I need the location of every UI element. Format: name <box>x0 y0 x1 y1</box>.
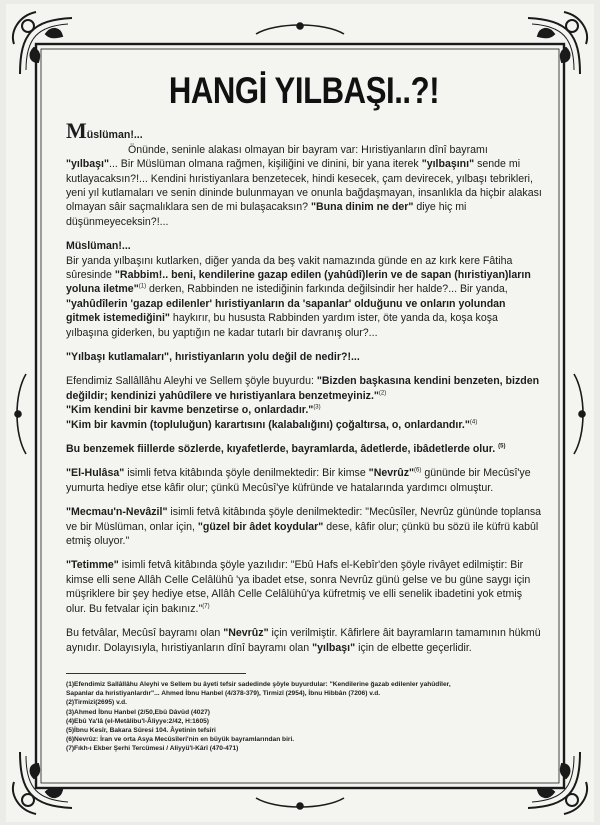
footnote-line: (2)Tirmizî(2695) v.d. <box>66 699 127 707</box>
edge-ornament-left <box>15 374 26 454</box>
footnote-ref-2: (2) <box>378 390 387 397</box>
address-muslim-2: Müslüman!... <box>66 240 131 253</box>
footnote-line: (5)İbnu Kesîr, Bakara Sûresi 104. Âyetinin tefsîri <box>66 727 216 734</box>
footnote-line: (3)Ahmed İbnu Hanbel (2/50,Ebû Dâvûd (4027) <box>66 708 210 716</box>
edge-ornament-right <box>574 374 585 454</box>
footnote-ref-3: (3) <box>313 404 321 411</box>
footnote-ref-6: (6) <box>414 467 422 474</box>
paragraph-fatiha: Müslüman!... Bir yanda yılbaşını kutlarken, diğer yanda da beş vakit namazında günde en az kırk kere Fâtiha sûresinde "Rabbim!.. beni, kendilerine gazap edilen (yahûdî)lerin ve de sapan (hıristiyan)ların yoluna iletme"$^{(1)}$ derken, Rabbinden ne istediğinin farkında değilsindir her halde?... Bir yanda, "yahûdîlerin 'gazap edilenler' hıristiyanların da 'sapanlar' olduğunu ve onların yolundan gitmek istemediğini" haykırır, bu hususta Rabbinden yardım ister, öte yanda da, koşa koşa yılbaşına giderken, bu yaptığın ne kadar tutarlı bir davranış olur?... <box>66 240 531 339</box>
footnote-line: (4)Ebû Ya'lâ (el-Metâlibu'l-Âliyye:2/42, H:1605) <box>66 717 209 725</box>
section-question: "Yılbaşı kutlamaları", hıristiyanların yolu değil de nedir?!... <box>66 351 360 363</box>
footnote-ref-4: (4) <box>469 419 478 426</box>
drop-cap: M <box>66 118 87 144</box>
paragraph-tetimme: "Tetimme" isimli fetvâ kitâbında şöyle yazılıdır: "Ebû Hafs el-Kebîr'den şöyle rivâyet edilmiştir: Bir kimse elli sene Allâh Celle Celâlühû 'ya ibadet etse, sonra Nevrûz günü gelse ve bu güne saygı için müşriklere bir şey hediye etse, Allâh Celle Celâlühû'ya küfretmiş ve elli senelik ibadetini yok etmiş olur. Bu fetvalar için bakınız."$^{(7)}$ <box>66 559 531 615</box>
footnote-line: (6)Nevrûz: İran ve orta Asya Mecûsîleri'nin en büyük bayramlarından biri. <box>66 736 295 744</box>
document-page <box>6 4 594 822</box>
paragraph-mecmau: "Mecmau'n-Nevâzil" isimli fetvâ kitâbında şöyle denilmektedir: "Mecûsîler, Nevrûz gününde toplansa ve bir Müslüman, onlar için, "güzel bir âdet koydular" dese, kâfir olur; çünkü bu sözü ile küfrü kabûl etmiş oluyor." <box>66 506 542 548</box>
footnotes <box>66 680 542 754</box>
paragraph-conclusion: Bu fetvâlar, Mecûsî bayramı olan "Nevrûz" için verilmiştir. Kâfirlere âit bayramların tamamının hükmü aynıdır. Dolayısıyla, hıristiyanların dînî bayramı olan "yılbaşı" için de elbette geçerlidir. <box>66 627 541 654</box>
paragraph-intro: Müslüman!... Önünde, seninle alakası olmayan bir bayram var: Hıristiyanların dînî bayramı "yılbaşı"... Bir Müslüman olmana rağmen, kişiliğini ve dinini, bir yana iterek "yılbaşını" sende mi kutlayacaksın?!... Kendini hıristiyanlara benzetecek, hindi kesecek, çam devirecek, yılbaşı tebrikleri, yeni yıl kutlamaları ve senin dininde bulunmayan ve onunla bağdaşmayan, insanlıkla da hiçbir alakası olmayan sâir saçmalıklara sen de mi bulaşacaksın? "Buna dinim ne der" diye hiç mi düşünmeyeceksin?!... <box>66 118 542 228</box>
footnote-ref-1: (1) <box>138 283 147 290</box>
paragraph-hulasa: "El-Hulâsa" isimli fetva kitâbında şöyle denilmektedir: Bir kimse "Nevrûz"$^{(6)}$ gününde bir Mecûsî'ye yumurta hediye etse kâfir olur; çünkü Mecûsî'ye küfründe ve hatalarında yardımcı olmuştur. <box>66 467 531 494</box>
footnote-line: (1)Efendimiz Sallâllâhu Aleyhi ve Sellem bu âyeti tefsir sadedinde şöyle buyurdular: "Kendilerine ğazab edilenler yahûdîler, <box>66 680 451 688</box>
footnote-line: Sapanlar da hıristiyanlardır"... Ahmed İbnu Hanbel (4/378-379), Tirmizî (2954), İbnu Hibbân (7206) v.d. <box>66 690 381 698</box>
footnote-line: (7)Fıkh-ı Ekber Şerhi Tercümesi / Aliyyü'l-Kârî (470-471) <box>66 745 239 753</box>
page-title: HANGİ YILBAŞI..?! <box>168 70 440 111</box>
address-muslim: üslüman!... <box>86 129 143 142</box>
section-resemblance: Bu benzemek fiillerde sözlerde, kıyafetlerde, bayramlarda, âdetlerde, ibâdetlerde olur. $^{(5)}$ <box>66 443 506 456</box>
paragraph-hadith: Efendimiz Sallâllâhu Aleyhi ve Sellem şöyle buyurdu: "Bizden başkasına kendini benzeten, bizden değildir; kendinizi yahûdîlere ve hıristiyanlara benzetmeyiniz."$^{(2)}$ "Kim kendini bir kavme benzetirse o, onlardadır."$^{(3)}$ "Kim bir kavmin (topluluğun) karartısını (kalabalığını) çoğaltırsa, o, onlardandır."$^{(4)}$ <box>66 375 540 431</box>
footnote-divider <box>66 673 246 674</box>
edge-ornament-top <box>256 23 344 34</box>
footnote-ref-7: (7) <box>202 603 210 610</box>
footnote-ref-5: (5) <box>498 443 506 450</box>
article <box>66 66 542 754</box>
edge-ornament-bottom <box>256 798 344 809</box>
